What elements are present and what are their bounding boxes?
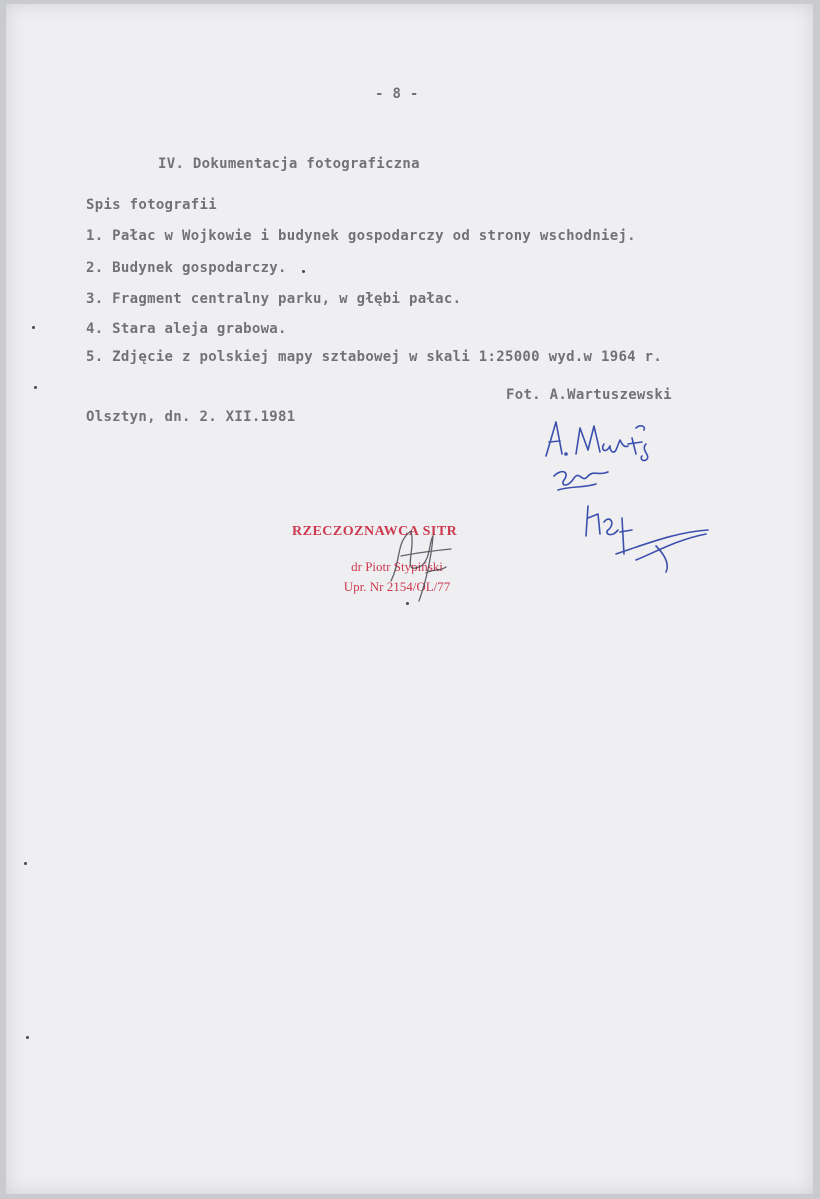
stamp-license: Upr. Nr 2154/OL/77 [343, 579, 451, 594]
list-item: 5. Zdjęcie z polskiej mapy sztabowej w skali 1:25000 wyd.w 1964 r. [86, 349, 663, 365]
paper-speck [32, 326, 35, 329]
list-item: 4. Stara aleja grabowa. [86, 321, 287, 337]
official-stamp [276, 519, 496, 609]
stamp-signature [371, 521, 461, 609]
page-number: - 8 - [375, 86, 419, 102]
paper-speck [406, 602, 409, 605]
handwritten-signatures [536, 414, 726, 584]
list-title: Spis fotografii [86, 197, 217, 213]
list-item: 3. Fragment centralny parku, w głębi pałac. [86, 291, 462, 307]
paper-speck [24, 862, 27, 865]
stamp-title: RZECZOZNAWCA SITR [292, 524, 458, 539]
stamp-name: dr Piotr Stypiński [351, 559, 443, 574]
paper-speck [34, 386, 37, 389]
document-page [6, 4, 813, 1194]
place-date: Olsztyn, dn. 2. XII.1981 [86, 409, 296, 425]
section-heading: IV. Dokumentacja fotograficzna [158, 156, 420, 172]
paper-speck [26, 1036, 29, 1039]
list-item: 1. Pałac w Wojkowie i budynek gospodarczy od strony wschodniej. [86, 228, 636, 244]
photo-credit: Fot. A.Wartuszewski [506, 387, 672, 403]
list-item: 2. Budynek gospodarczy. [86, 260, 287, 276]
paper-speck [302, 270, 305, 273]
